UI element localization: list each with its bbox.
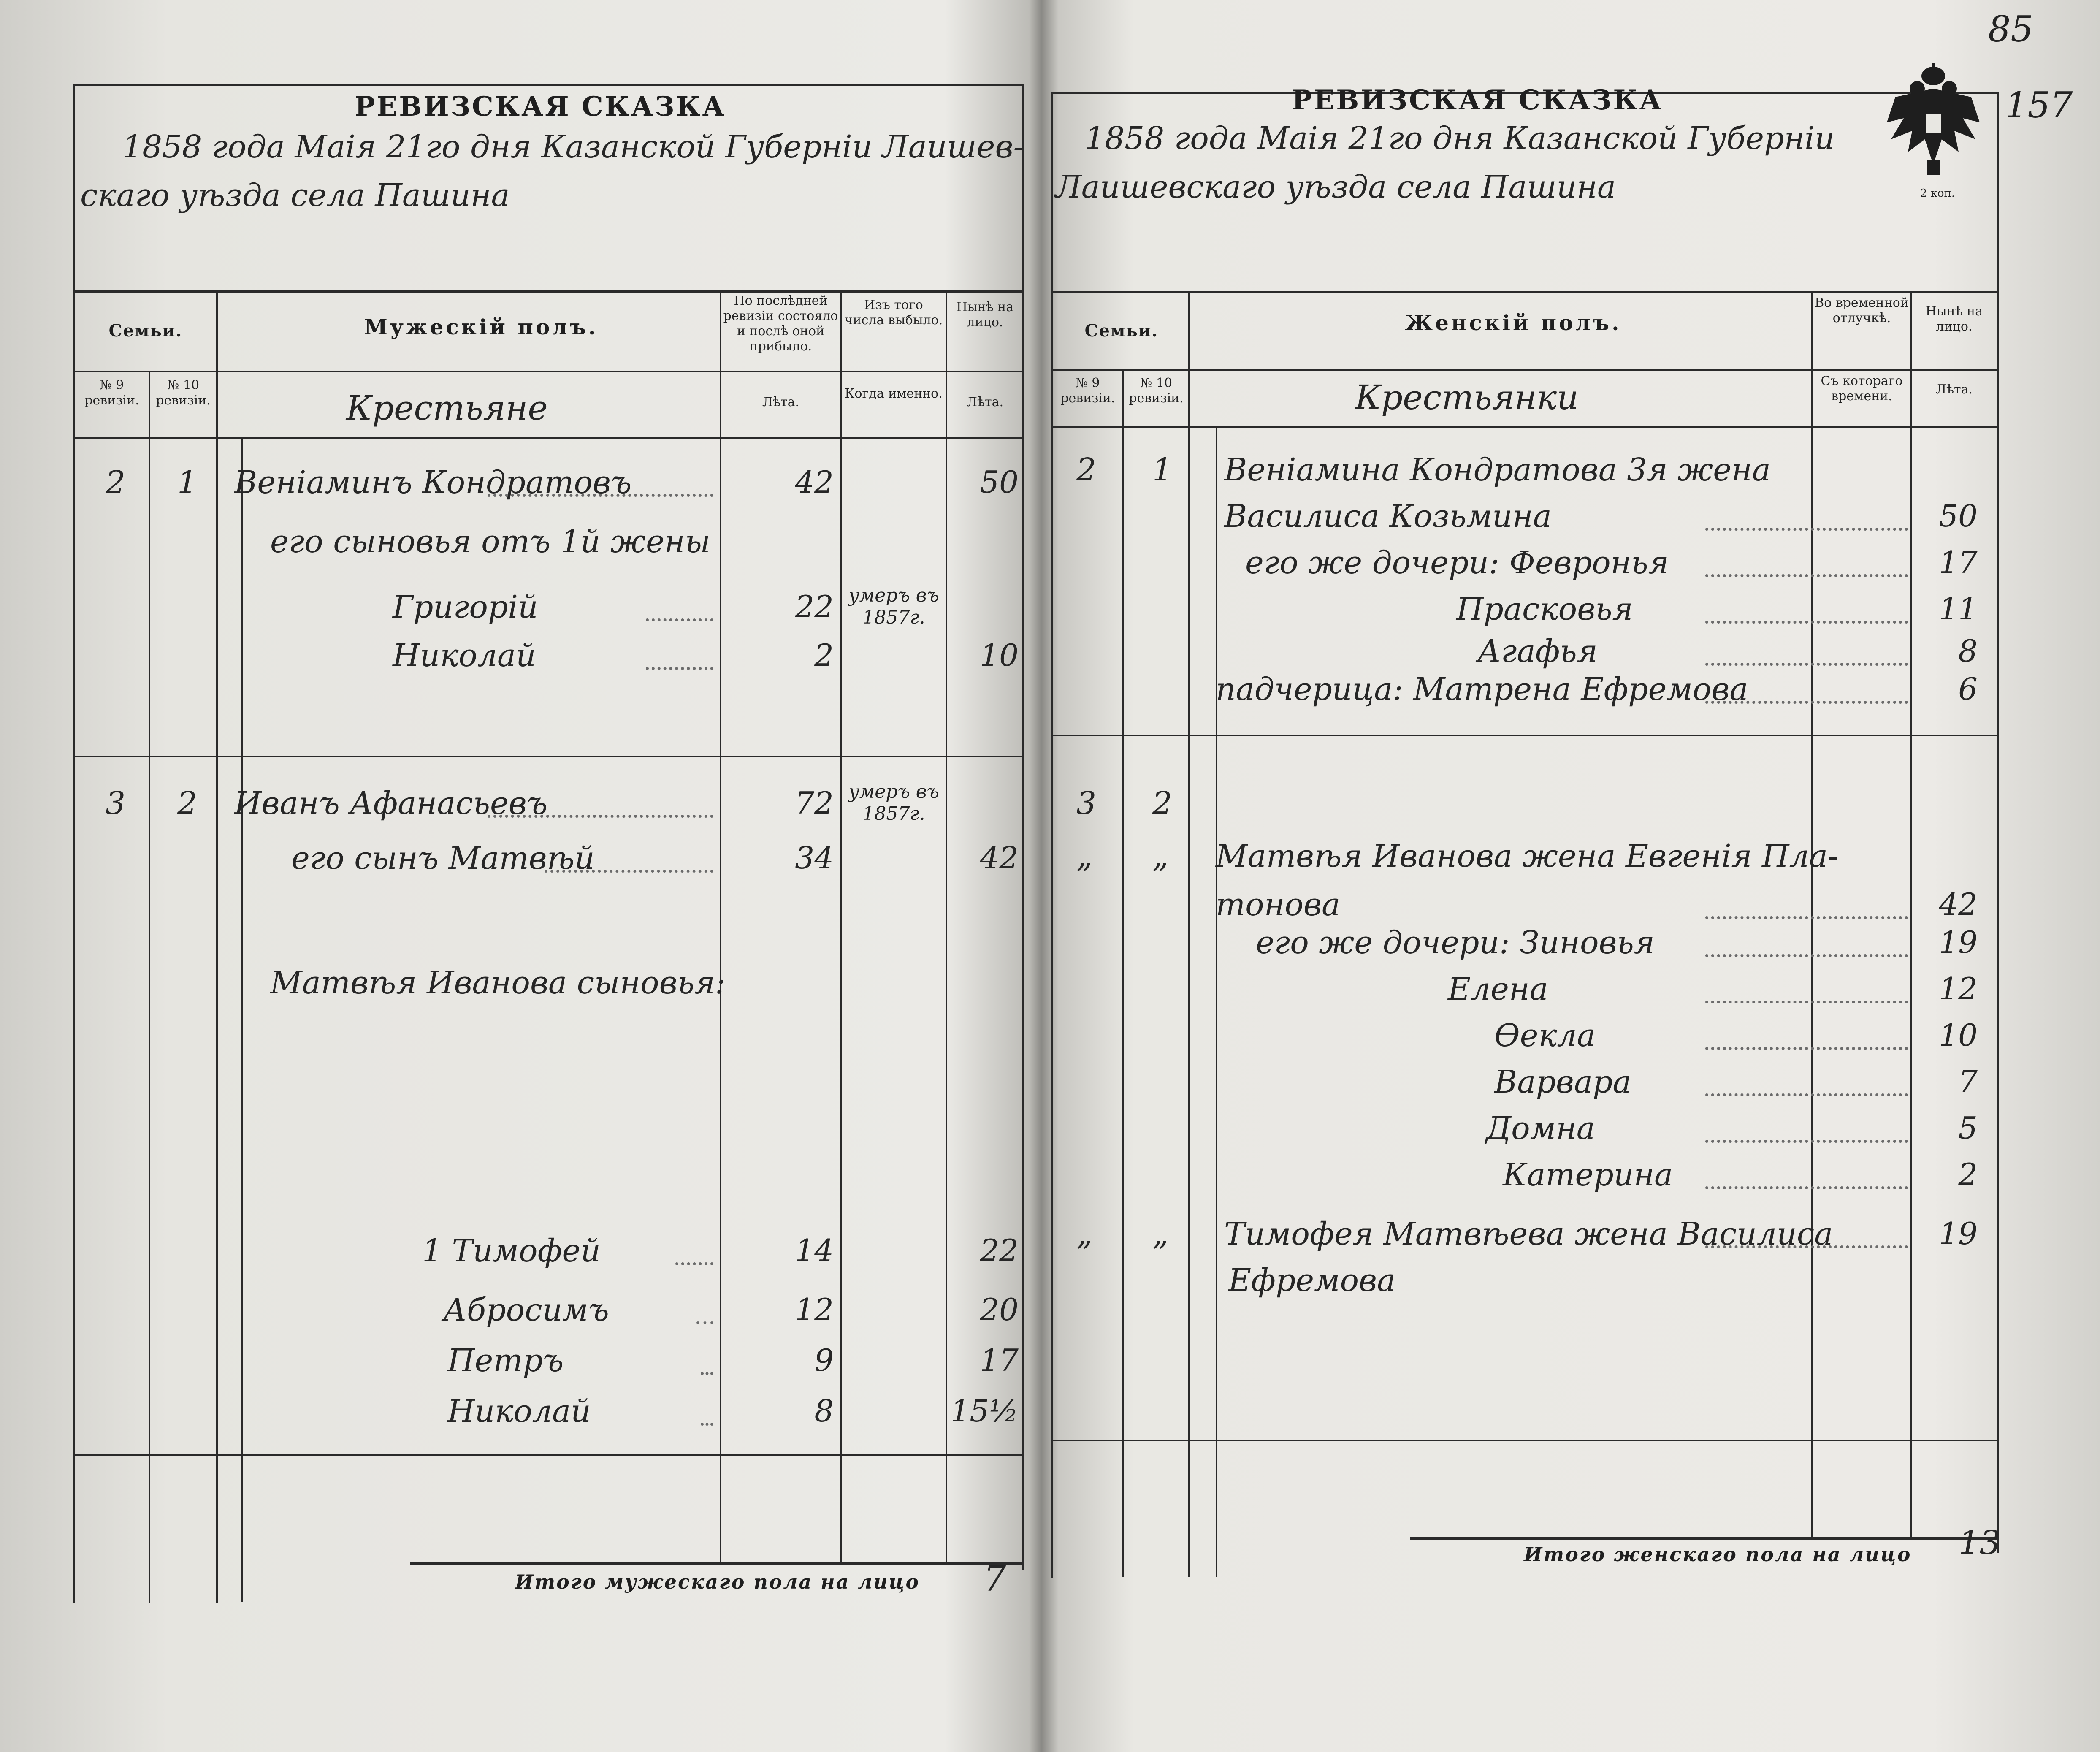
- r-header-rule: [1051, 291, 1999, 293]
- row-now: 2: [1958, 1157, 1978, 1192]
- left-sub-years: Лѣта.: [762, 395, 799, 410]
- eagle-emblem-icon: [1878, 59, 1988, 186]
- row-num-10: 1: [1152, 452, 1173, 488]
- row-dots: [646, 618, 713, 621]
- row-now: 11: [1939, 591, 1978, 626]
- frame-top: [73, 84, 1024, 86]
- row-dots: [1705, 1047, 1908, 1050]
- row-now: 8: [1958, 633, 1978, 669]
- row-num-10: 2: [177, 785, 198, 822]
- row-name: Матвѣя Иванова сыновья:: [270, 965, 726, 1001]
- bottom-rule: [73, 1454, 1024, 1456]
- row-name: Иванъ Афанасьевъ: [234, 785, 548, 822]
- row-name: Веніамина Кондратова 3я жена: [1224, 452, 1771, 488]
- row-last: 2: [814, 637, 834, 673]
- right-col-now: Нынѣ на лицо.: [1925, 304, 1983, 334]
- left-sub-10: № 10 ревизіи.: [156, 378, 211, 408]
- row-dots: [1705, 1140, 1908, 1143]
- row-last: 12: [795, 1292, 834, 1327]
- row-now: 12: [1939, 971, 1978, 1006]
- header-rule: [73, 290, 1024, 293]
- right-col-sex: Женскій полъ.: [1405, 310, 1622, 335]
- right-col-family: Семьи.: [1084, 321, 1159, 341]
- row-now: 42: [980, 840, 1019, 876]
- r-total-rule: [1410, 1537, 1997, 1540]
- row-num-9: 3: [106, 785, 126, 822]
- r-col-line-now: [1910, 291, 1912, 1537]
- frame-left: [73, 84, 75, 1603]
- row-dots: [1705, 1001, 1908, 1003]
- row-dots: [1705, 621, 1908, 624]
- row-num-9: „: [1076, 1216, 1093, 1252]
- left-title: РЕВИЗСКАЯ СКАЗКА: [355, 91, 726, 122]
- left-date-line: 1858 года Маія 21го дня Казанской Губерніи Лаишев-: [122, 129, 1024, 165]
- row-now: 50: [1939, 498, 1978, 534]
- col-rule: [73, 437, 1024, 439]
- r-col-line-10: [1188, 291, 1190, 1577]
- row-dots: [701, 1372, 713, 1375]
- row-now: 17: [1939, 545, 1978, 580]
- row-name: Петръ: [447, 1342, 564, 1379]
- left-col-now: Нынѣ на лицо.: [956, 300, 1014, 330]
- col-line-10: [216, 290, 218, 1603]
- col-line-9: [149, 371, 150, 1603]
- left-class-label: Крестьяне: [346, 388, 548, 428]
- row-name: его сыновья отъ 1й жены: [270, 523, 710, 560]
- row-dots: [701, 1423, 713, 1426]
- r-frame-right: [1997, 92, 1999, 1553]
- col-line-name: [241, 437, 243, 1602]
- r-bottom-rule: [1051, 1440, 1999, 1441]
- right-total-label: Итого женскаго пола на лицо: [1524, 1543, 1912, 1566]
- row-last: 8: [814, 1393, 834, 1429]
- right-page: [1030, 0, 2100, 1752]
- row-name: Василиса Козьмина: [1224, 498, 1552, 534]
- left-sub-when: Когда именно.: [845, 386, 943, 401]
- row-num-9: 3: [1076, 785, 1097, 822]
- left-col-last-rev: По послѣдней ревизіи состояло и послѣ оной прибыло.: [723, 293, 838, 354]
- row-name: Ефремова: [1228, 1262, 1396, 1299]
- row-num-9: „: [1076, 838, 1093, 874]
- left-sub-9: № 9 ревизіи.: [84, 378, 139, 408]
- row-dots: [1705, 528, 1908, 531]
- r-family-divider: [1051, 735, 1999, 736]
- row-last: 72: [795, 785, 834, 821]
- row-now: 17: [980, 1342, 1019, 1378]
- stamp-value: 2 коп.: [1920, 187, 1955, 200]
- row-name: Николай: [447, 1393, 591, 1429]
- left-col-family: Семьи.: [108, 321, 183, 341]
- right-sub-years: Лѣта.: [1935, 382, 1973, 397]
- left-col-sex: Мужескій полъ.: [364, 315, 599, 339]
- row-name: падчерица: Матрена Ефремова: [1216, 671, 1748, 708]
- row-last: 22: [795, 589, 834, 624]
- right-sub-9: № 9 ревизіи.: [1060, 376, 1115, 406]
- row-num-9: 2: [1076, 452, 1097, 488]
- left-col-left: Изъ того числа выбыло.: [844, 298, 943, 328]
- left-place-line: скаго уѣзда села Пашина: [80, 177, 510, 214]
- row-now: 5: [1958, 1110, 1978, 1146]
- row-left: умеръ въ 1857г.: [848, 585, 939, 628]
- r-col-line-absent: [1811, 291, 1813, 1537]
- row-dots: [488, 815, 713, 818]
- row-name: Матвѣя Иванова жена Евгенія Пла-: [1216, 838, 1838, 874]
- row-dots: [488, 494, 713, 497]
- row-last: 9: [814, 1342, 834, 1378]
- row-name: Тимофея Матвѣева жена Василиса: [1224, 1216, 1833, 1252]
- row-name: его же дочери: Зиновья: [1256, 925, 1655, 961]
- right-col-absent: Во временной отлучкѣ.: [1815, 296, 1909, 325]
- left-sub-years2: Лѣта.: [966, 395, 1004, 410]
- right-total-value: 13: [1959, 1524, 2001, 1562]
- row-now: 50: [980, 464, 1019, 500]
- r-subheader-rule: [1051, 369, 1999, 371]
- family-divider: [73, 756, 1024, 757]
- row-now: 15½: [950, 1393, 1019, 1429]
- right-place-line: Лаишевскаго уѣзда села Пашина: [1055, 169, 1616, 205]
- row-name: Абросимъ: [443, 1292, 609, 1328]
- row-dots: [1705, 916, 1908, 919]
- row-dots: [1705, 1093, 1908, 1096]
- row-name: Елена: [1448, 971, 1548, 1007]
- col-line-last: [720, 290, 721, 1565]
- row-dots: [545, 870, 713, 873]
- right-sub-10: № 10 ревизіи.: [1129, 376, 1184, 406]
- subheader-rule: [73, 371, 1024, 372]
- row-dots: [1705, 701, 1908, 704]
- r-col-line-9: [1122, 369, 1124, 1577]
- row-last: 14: [795, 1233, 834, 1268]
- row-num-10: 2: [1152, 785, 1173, 822]
- row-name: Николай: [393, 637, 536, 674]
- row-name: Веніаминъ Кондратовъ: [234, 464, 632, 501]
- row-name: Варвара: [1494, 1064, 1631, 1100]
- row-name: Агафья: [1477, 633, 1598, 670]
- row-name: 1 Тимофей: [422, 1233, 601, 1269]
- row-dots: [696, 1321, 713, 1324]
- row-dots: [1705, 663, 1908, 666]
- row-name: его сынъ Матвѣй: [291, 840, 595, 876]
- row-num-10: „: [1152, 838, 1169, 874]
- total-rule: [410, 1562, 1022, 1565]
- right-class-label: Крестьянки: [1355, 378, 1579, 417]
- frame-right: [1022, 84, 1024, 1570]
- row-dots: [675, 1262, 713, 1265]
- col-line-now: [946, 290, 947, 1565]
- r-col-line-name: [1216, 426, 1217, 1577]
- row-dots: [1705, 1186, 1908, 1189]
- row-name: Прасковья: [1456, 591, 1633, 627]
- row-dots: [1705, 954, 1908, 957]
- row-name: Өекла: [1494, 1017, 1596, 1054]
- row-now: 7: [1958, 1064, 1978, 1099]
- right-sub-since: Съ котораго времени.: [1821, 374, 1903, 404]
- row-dots: [1705, 574, 1908, 577]
- row-now: 20: [980, 1292, 1019, 1327]
- right-title: РЕВИЗСКАЯ СКАЗКА: [1292, 84, 1663, 116]
- row-name: Григорій: [393, 589, 538, 625]
- row-num-10: 1: [177, 464, 198, 501]
- row-num-10: „: [1152, 1216, 1169, 1252]
- row-now: 22: [980, 1233, 1019, 1268]
- row-now: 6: [1958, 671, 1978, 707]
- row-now: 19: [1939, 925, 1978, 960]
- row-left: умеръ въ 1857г.: [848, 781, 939, 824]
- row-dots: [1705, 1245, 1908, 1248]
- row-now: 19: [1939, 1216, 1978, 1251]
- left-total-value: 7: [984, 1558, 1006, 1599]
- col-line-left: [840, 290, 842, 1565]
- page-mark-top: 85: [1988, 8, 2033, 50]
- page-mark-folio: 157: [2005, 84, 2073, 126]
- left-total-label: Итого мужескаго пола на лицо: [515, 1570, 920, 1593]
- r-col-rule: [1051, 426, 1999, 428]
- row-name: Катерина: [1503, 1157, 1673, 1193]
- row-last: 34: [795, 840, 834, 876]
- row-num-9: 2: [106, 464, 126, 501]
- row-now: 10: [980, 637, 1019, 673]
- row-name: его же дочери: Февронья: [1245, 545, 1669, 581]
- row-dots: [646, 667, 713, 670]
- left-page: [0, 0, 1030, 1752]
- right-date-line: 1858 года Маія 21го дня Казанской Губерніи: [1085, 120, 1835, 157]
- row-now: 42: [1939, 887, 1978, 922]
- row-name: тонова: [1216, 887, 1341, 923]
- row-last: 42: [795, 464, 834, 500]
- row-now: 10: [1939, 1017, 1978, 1053]
- row-name: Домна: [1486, 1110, 1595, 1147]
- r-frame-left: [1051, 92, 1053, 1578]
